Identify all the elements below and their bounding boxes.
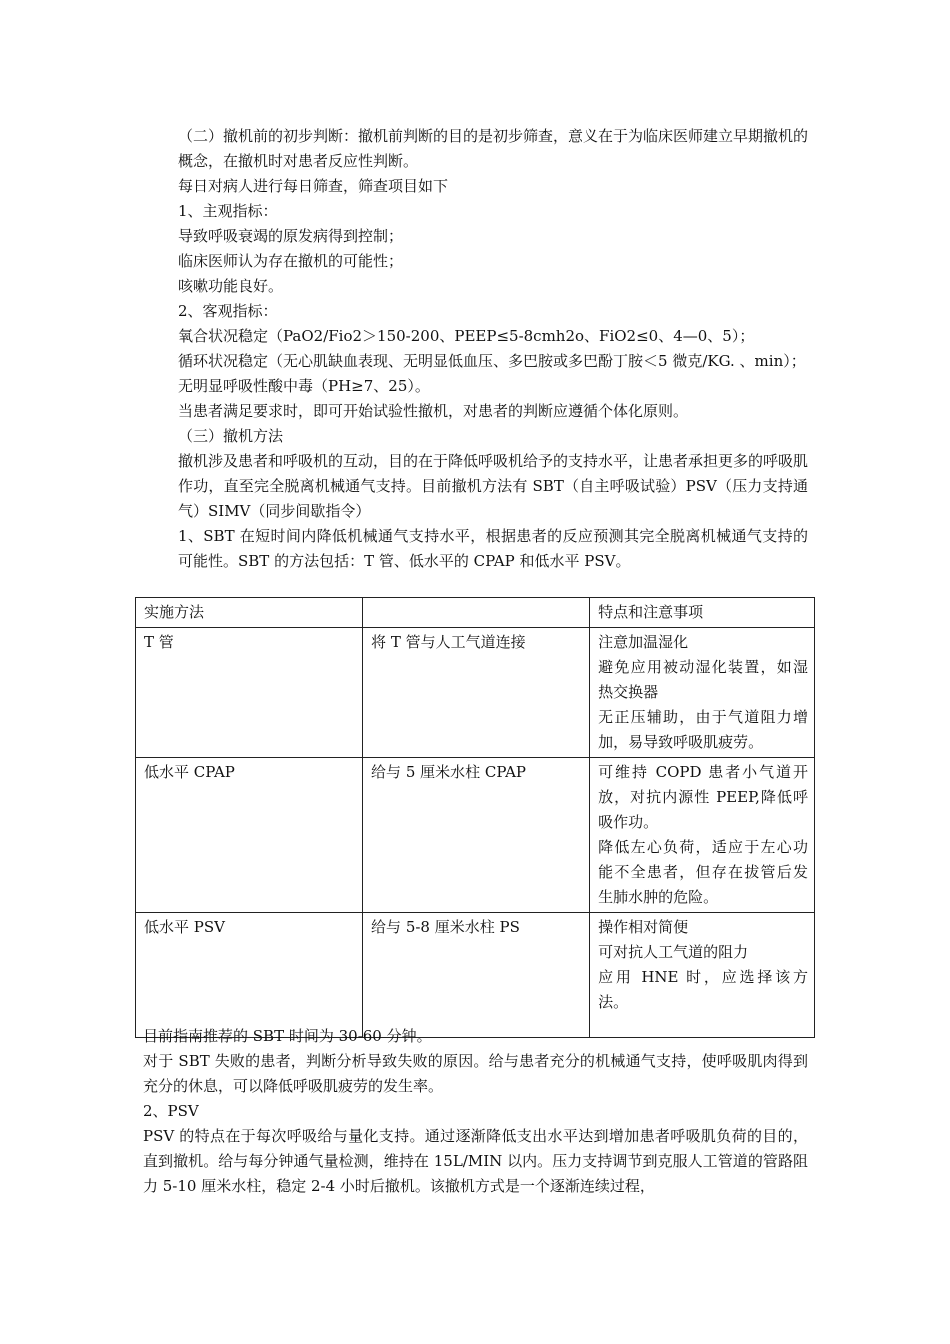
heading-subjective-indicators: 1、主观指标： [178,202,278,220]
header-description [363,598,590,628]
paragraph-trial-weaning: 当患者满足要求时，即可开始试验性撤机，对患者的判断应遵循个体化原则。 [178,402,689,420]
list-item: 导致呼吸衰竭的原发病得到控制； [178,227,404,245]
heading-objective-indicators: 2、客观指标： [178,302,278,320]
note-line: 应用 HNE 时，应选择该方法。 [598,968,808,1011]
cell-notes [590,913,815,1038]
after-table-section [143,1024,808,1199]
note-line: 避免应用被动湿化装置，如湿热交换器 [598,658,808,701]
intro-section [178,124,808,574]
list-item: 临床医师认为存在撤机的可能性； [178,252,404,270]
table-row [136,913,815,1038]
cell-description: 给与 5-8 厘米水柱 PS [363,913,590,1038]
list-item: 咳嗽功能良好。 [178,277,284,295]
cell-description: 将 T 管与人工气道连接 [363,628,590,758]
paragraph-pre-wean-judgment: （二）撤机前的初步判断：撤机前判断的目的是初步筛查，意义在于为临床医师建立早期撤机的概念，在撤机时对患者反应性判断。 [178,127,809,170]
note-line: 注意加温湿化 [598,633,689,651]
list-item: 无明显呼吸性酸中毒（PH≥7、25）。 [178,377,430,395]
paragraph-sbt: 1、SBT 在短时间内降低机械通气支持水平，根据患者的反应预测其完全脱离机械通气支持的可能性。SBT 的方法包括：T 管、低水平的 CPAP 和低水平 PSV。 [178,527,808,570]
list-item: 循环状况稳定（无心肌缺血表现、无明显低血压、多巴胺或多巴酚丁胺＜5 微克/KG. 、min）； [178,352,806,370]
cell-method: 低水平 CPAP [136,758,363,913]
paragraph-daily-screening: 每日对病人进行每日筛查，筛查项目如下 [178,177,449,195]
table-row [136,758,815,913]
heading-psv: 2、PSV [143,1102,199,1120]
sbt-methods-table [135,597,815,1038]
paragraph-weaning-overview: 撤机涉及患者和呼吸机的互动，目的在于降低呼吸机给予的支持水平，让患者承担更多的呼吸肌作功，直至完全脱离机械通气支持。目前撤机方法有 SBT（自主呼吸试验）PSV（压力支持通气）SIMV（同步间歇指令） [178,452,809,520]
cell-method: 低水平 PSV [136,913,363,1038]
cell-notes [590,758,815,913]
cell-notes [590,628,815,758]
list-item: 氧合状况稳定（PaO2/Fio2＞150-200、PEEP≤5-8cmh2o、FiO2≤0、4—0、5）； [178,327,755,345]
heading-weaning-methods: （三）撤机方法 [178,427,284,445]
cell-description: 给与 5 厘米水柱 CPAP [363,758,590,913]
table-row [136,628,815,758]
note-line: 操作相对简便 [598,918,689,936]
header-method: 实施方法 [136,598,363,628]
paragraph-sbt-failure: 对于 SBT 失败的患者，判断分析导致失败的原因。给与患者充分的机械通气支持，使呼吸肌肉得到充分的休息，可以降低呼吸肌疲劳的发生率。 [143,1052,808,1095]
header-notes: 特点和注意事项 [590,598,815,628]
note-line: 降低左心负荷，适应于左心功能不全患者，但存在拔管后发生肺水肿的危险。 [598,838,808,906]
note-line: 可对抗人工气道的阻力 [598,943,749,961]
note-line: 无正压辅助，由于气道阻力增加，易导致呼吸肌疲劳。 [598,708,808,751]
paragraph-sbt-duration: 目前指南推荐的 SBT 时间为 30-60 分钟。 [143,1027,432,1045]
note-line: 可维持 COPD 患者小气道开放，对抗内源性 PEEP,降低呼吸作功。 [598,763,808,831]
table-header-row [136,598,815,628]
cell-method: T 管 [136,628,363,758]
paragraph-psv: PSV 的特点在于每次呼吸给与量化支持。通过逐渐降低支出水平达到增加患者呼吸肌负荷的目的，直到撤机。给与每分钟通气量检测，维持在 15L/MIN 以内。压力支持调节到克服人工管道的管路阻力 5-10 厘米水柱，稳定 2-4 小时后撤机。该撤机方式是一个逐渐连续过程， [143,1127,808,1195]
